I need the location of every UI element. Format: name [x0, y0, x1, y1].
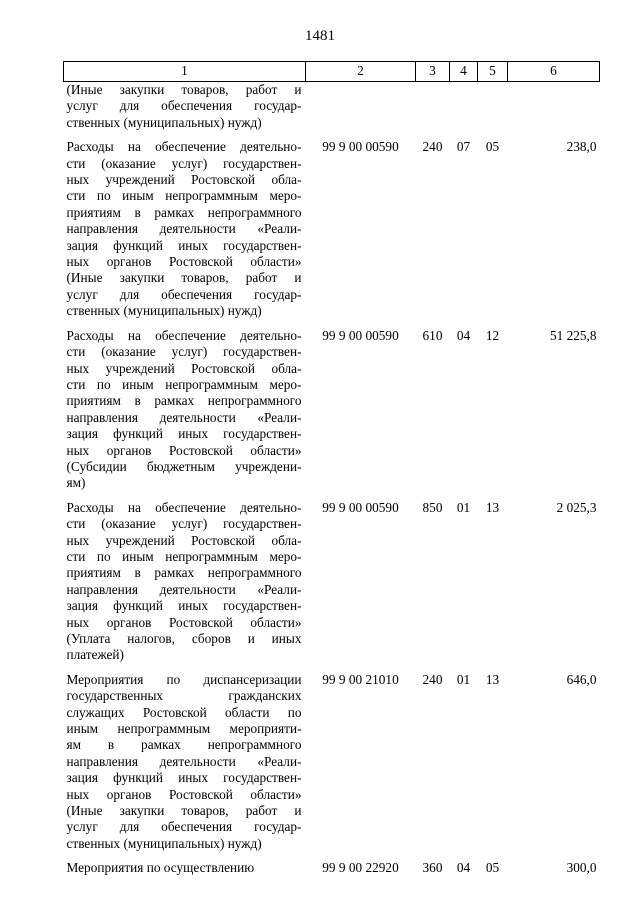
description-line: сти (оказание услуг) государствен-: [66, 344, 302, 360]
expense-type-code: 240: [422, 671, 443, 687]
description-line: приятиям в рамках непрограммного: [66, 565, 302, 581]
description-line: иным непрограммным мероприяти-: [66, 721, 302, 737]
amount-value: 300,0: [566, 860, 597, 876]
section-code: 04: [456, 327, 471, 343]
description-line: зация функций иных государствен-: [66, 237, 302, 253]
description-line: ственных (муниципальных) нужд): [66, 835, 262, 851]
description-line: Мероприятия по осуществлению: [66, 860, 255, 876]
expense-description: [64, 852, 306, 876]
expense-type-code: 240: [422, 139, 443, 155]
description-line: сти по иным непрограммным меро-: [66, 376, 302, 392]
column-header: 3: [416, 62, 450, 82]
subsection-code: 05: [485, 860, 500, 876]
description-line: ных органов Ростовской области»: [66, 614, 302, 630]
table-row: [64, 131, 600, 319]
expense-description: [64, 320, 306, 492]
expense-description: [64, 131, 306, 319]
description-line: зация функций иных государствен-: [66, 598, 302, 614]
subsection-code: 05: [485, 139, 500, 155]
description-line: (Иные закупки товаров, работ и: [66, 82, 302, 97]
page-number: 1481: [305, 28, 335, 44]
description-line: служащих Ростовской области по: [66, 704, 302, 720]
description-line: сти по иным непрограммным меро-: [66, 548, 302, 564]
expense-description: [64, 492, 306, 664]
description-line: платежей): [66, 647, 124, 663]
section-code: 04: [456, 860, 471, 876]
target-article-code: 99 9 00 21010: [322, 671, 399, 687]
description-line: направления деятельности «Реали-: [66, 221, 302, 237]
description-line: приятиям в рамках непрограммного: [66, 393, 302, 409]
description-line: ных органов Ростовской области»: [66, 442, 302, 458]
column-header: 4: [450, 62, 478, 82]
column-header: 5: [478, 62, 508, 82]
description-line: (Иные закупки товаров, работ и: [66, 270, 302, 286]
description-line: приятиям в рамках непрограммного: [66, 204, 302, 220]
amount-value: 238,0: [566, 139, 597, 155]
amount-value: 2 025,3: [556, 499, 597, 515]
description-line: (Иные закупки товаров, работ и: [66, 803, 302, 819]
subsection-code: 13: [485, 499, 500, 515]
description-line: услуг для обеспечения государ-: [66, 286, 302, 302]
table-row: [64, 852, 600, 876]
description-line: сти (оказание услуг) государствен-: [66, 155, 302, 171]
section-code: [450, 82, 478, 132]
table-row: [64, 82, 600, 132]
description-line: услуг для обеспечения государ-: [66, 819, 302, 835]
description-line: сти (оказание услуг) государствен-: [66, 516, 302, 532]
description-line: ных учреждений Ростовской обла-: [66, 172, 302, 188]
description-line: ных учреждений Ростовской обла-: [66, 532, 302, 548]
subsection-code: 13: [485, 671, 500, 687]
table-row: [64, 320, 600, 492]
description-line: ных органов Ростовской области»: [66, 254, 302, 270]
description-line: Расходы на обеспечение деятельно-: [66, 139, 302, 155]
description-line: направления деятельности «Реали-: [66, 581, 302, 597]
amount-value: 646,0: [566, 671, 597, 687]
header-row: [64, 62, 600, 82]
table-body: [64, 82, 600, 877]
expense-description: [64, 664, 306, 852]
section-code: 01: [456, 671, 471, 687]
description-line: ственных (муниципальных) нужд): [66, 303, 262, 319]
description-line: Расходы на обеспечение деятельно-: [66, 327, 302, 343]
amount-value: [508, 82, 600, 132]
target-article-code: [306, 82, 416, 132]
expense-description: [64, 82, 306, 132]
description-line: направления деятельности «Реали-: [66, 409, 302, 425]
description-line: ям в рамках непрограммного: [66, 737, 302, 753]
column-header: 1: [64, 62, 306, 82]
description-line: зация функций иных государствен-: [66, 426, 302, 442]
target-article-code: 99 9 00 00590: [322, 499, 399, 515]
expense-type-code: 610: [422, 327, 443, 343]
description-line: (Уплата налогов, сборов и иных: [66, 631, 302, 646]
section-code: 07: [456, 139, 471, 155]
description-line: ных учреждений Ростовской обла-: [66, 360, 302, 376]
description-line: (Субсидии бюджетным учреждени-: [66, 458, 302, 474]
target-article-code: 99 9 00 22920: [322, 860, 399, 876]
description-line: государственных гражданских: [66, 688, 302, 704]
description-line: направления деятельности «Реали-: [66, 753, 302, 769]
description-line: ям): [66, 475, 86, 491]
table-row: [64, 492, 600, 664]
budget-table: [63, 61, 600, 877]
description-line: Мероприятия по диспансеризации: [66, 671, 302, 687]
description-line: сти по иным непрограммным меро-: [66, 188, 302, 204]
table-row: [64, 664, 600, 852]
description-line: ных органов Ростовской области»: [66, 786, 302, 802]
target-article-code: 99 9 00 00590: [322, 327, 399, 343]
expense-type-code: 360: [422, 860, 443, 876]
expense-type-code: [416, 82, 450, 132]
amount-value: 51 225,8: [549, 327, 597, 343]
description-line: ственных (муниципальных) нужд): [66, 114, 262, 130]
expense-type-code: 850: [422, 499, 443, 515]
section-code: 01: [456, 499, 471, 515]
description-line: зация функций иных государствен-: [66, 770, 302, 786]
column-header: 6: [508, 62, 600, 82]
target-article-code: 99 9 00 00590: [322, 139, 399, 155]
subsection-code: [478, 82, 508, 132]
column-header: 2: [306, 62, 416, 82]
description-line: Расходы на обеспечение деятельно-: [66, 499, 302, 515]
subsection-code: 12: [485, 327, 500, 343]
description-line: услуг для обеспечения государ-: [66, 98, 302, 114]
